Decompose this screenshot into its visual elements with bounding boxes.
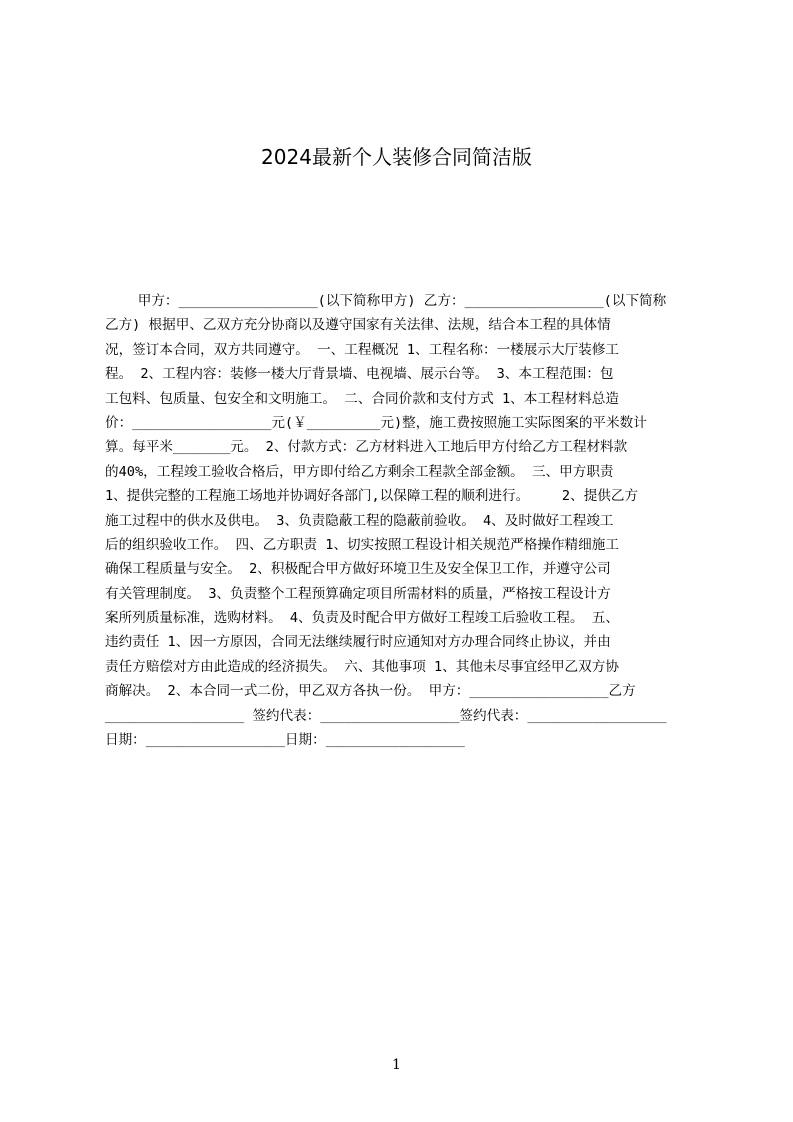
body-line: 乙方) 根据甲、乙双方充分协商以及遵守国家有关法律、法规，结合本工程的具体情	[105, 317, 611, 334]
body-line: 程。 2、工程内容：装修一楼大厅背景墙、电视墙、展示台等。 3、本工程范围：包	[105, 366, 614, 383]
signature-line: _________________ 签约代表：_________________签约代表：_________________	[105, 707, 667, 724]
body-line: 违约责任 1、因一方原因，合同无法继续履行时应通知对方办理合同终止协议，并由	[105, 634, 611, 651]
page-number: 1	[392, 1057, 401, 1073]
body-line: 责任方赔偿对方由此造成的经济损失。 六、其他事项 1、其他未尽事宜经甲乙双方协	[105, 658, 619, 675]
body-line: 工包料、包质量、包安全和文明施工。 二、合同价款和支付方式 1、本工程材料总造	[105, 390, 619, 407]
body-line: 施工过程中的供水及供电。 3、负责隐蔽工程的隐蔽前验收。 4、及时做好工程竣工	[105, 512, 614, 529]
body-line: 价：_________________元(￥_________元)整，施工费按照施工实际图案的平米数计	[105, 414, 647, 431]
body-line: 算。每平米_______元。 2、付款方式：乙方材料进入工地后甲方付给乙方工程材料款	[105, 439, 628, 456]
body-line: 甲方：_________________(以下简称甲方) 乙方：_________________(以下简称	[105, 293, 667, 309]
body-line: 确保工程质量与安全。 2、积极配合甲方做好环境卫生及安全保卫工作，并遵守公司	[105, 561, 611, 578]
body-line: 况，签订本合同，双方共同遵守。 一、工程概况 1、工程名称：一楼展示大厅装修工	[105, 341, 619, 358]
body-line: 1、提供完整的工程施工场地并协调好各部门,以保障工程的顺利进行。 2、提供乙方	[105, 488, 639, 505]
body-line: 后的组织验收工作。 四、乙方职责 1、切实按照工程设计相关规范严格操作精细施工	[105, 536, 619, 553]
document-title: 2024最新个人装修合同简洁版	[261, 145, 532, 169]
date-line: 日期：_________________日期：_________________	[105, 732, 465, 749]
contract-body	[105, 289, 699, 799]
body-line: 的40%，工程竣工验收合格后，甲方即付给乙方剩余工程款全部金额。 三、甲方职责	[105, 463, 614, 480]
body-line: 商解决。 2、本合同一式二份，甲乙双方各执一份。 甲方：_________________乙方	[105, 683, 636, 700]
body-line: 有关管理制度。 3、负责整个工程预算确定项目所需材料的质量，严格按工程设计方	[105, 585, 611, 602]
body-line: 案所列质量标准，选购材料。 4、负责及时配合甲方做好工程竣工后验收工程。 五、	[105, 610, 619, 627]
